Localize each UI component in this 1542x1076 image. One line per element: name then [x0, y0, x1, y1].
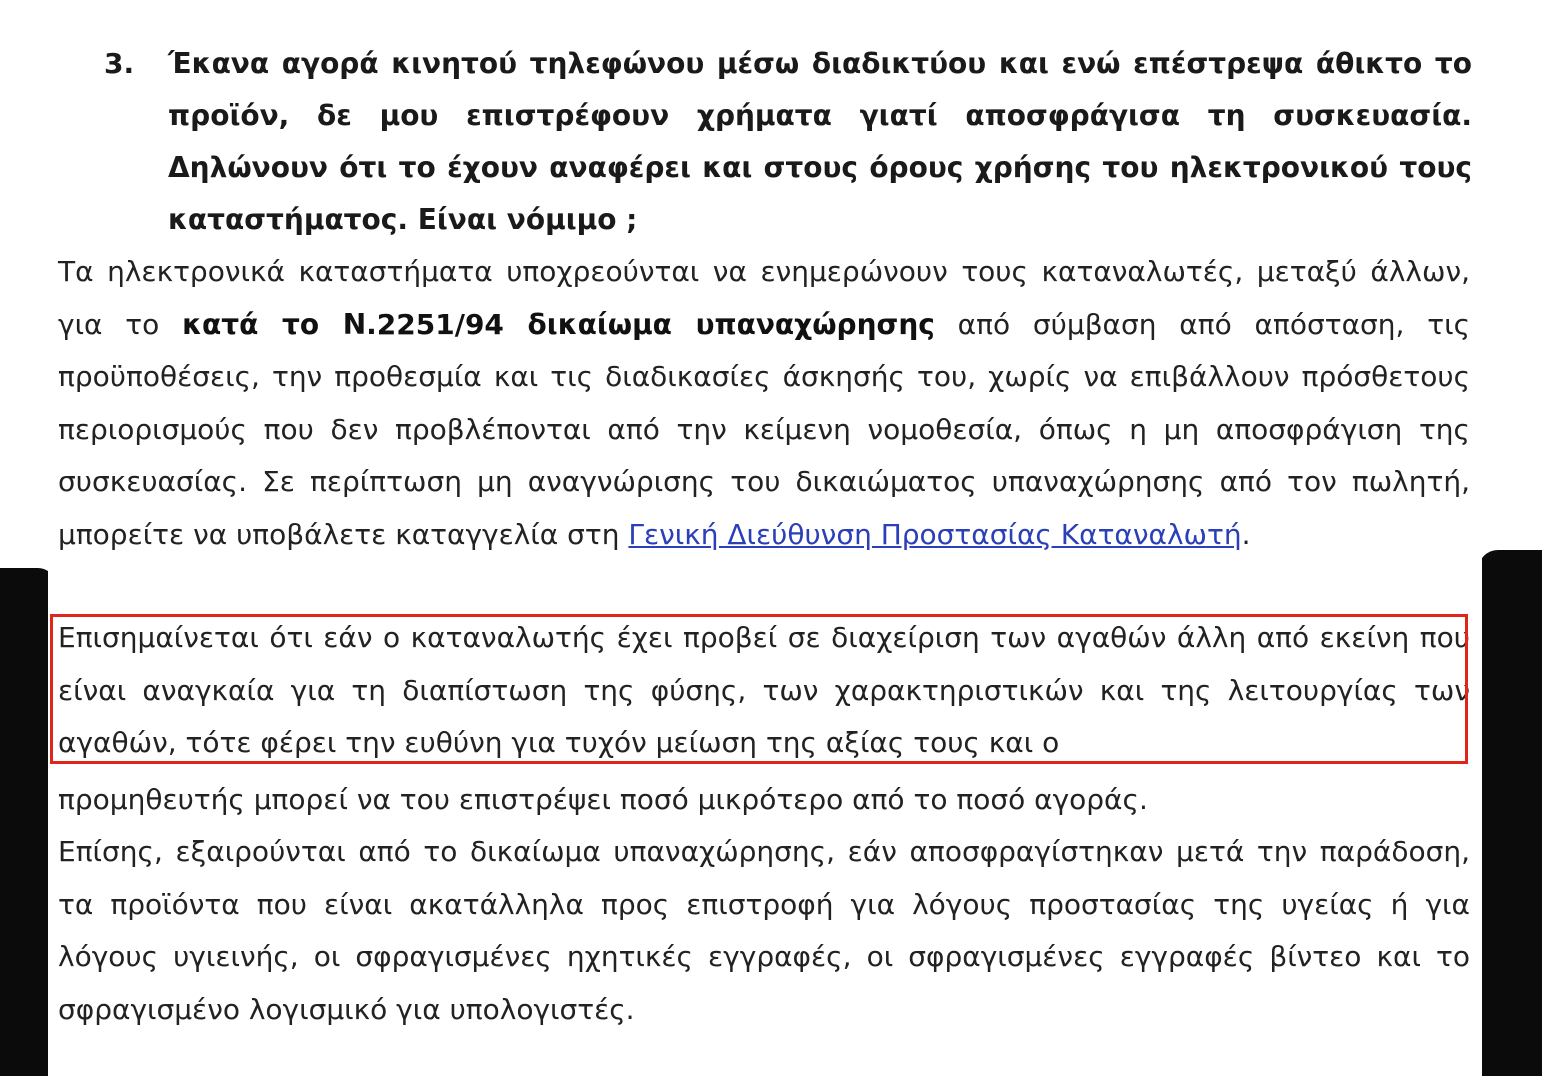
dark-edge-right [1478, 550, 1542, 1076]
answer-paragraph-exceptions: Επίσης, εξαιρούνται από το δικαίωμα υπαναχώρησης, εάν αποσφραγίστηκαν μετά την παράδοση, τα προϊόντα που είναι ακατάλληλα προς επιστροφή για λόγους προστασίας της υγείας ή για λόγους υγιεινής, οι σφραγισμένες ηχητικές εγγραφές, οι σφραγισμένες εγγραφές βίντεο και το σφραγισμένο λογισμικό για υπολογιστές. [58, 835, 1470, 1026]
answer-text-start: Τα ηλεκτρονικά καταστήματα υποχρεούνται να ενημερώνουν τους καταναλωτές, μεταξύ άλλων, για το [58, 255, 1470, 341]
answer-paragraph-1 [58, 246, 1470, 561]
answer-text-middle: από σύμβαση από απόσταση, τις προϋποθέσεις, την προθεσμία και τις διαδικασίες άσκησής του, χωρίς να επιβάλλουν πρόσθετους περιορισμούς που δεν προβλέπονται από την κείμενη νομοθεσία, όπως η μη αποσφράγιση της συσκευασίας. Σε περίπτωση μη αναγνώρισης του δικαιώματος υπαναχώρησης από τον πωλητή, μπορείτε να υποβάλετε καταγγελία στη [58, 307, 1471, 551]
question-text: Έκανα αγορά κινητού τηλεφώνου μέσω διαδικτύου και ενώ επέστρεψα άθικτο το προϊόν, δε μου επιστρέφουν χρήματα γιατί αποσφράγισα τη συσκευασία. Δηλώνουν ότι το έχουν αναφέρει και στους όρους χρήσης του ηλεκτρονικού τους καταστήματος. Είναι νόμιμο ; [168, 47, 1472, 236]
highlight-box [50, 614, 1468, 764]
answer-bold-right: κατά το Ν.2251/94 δικαίωμα υπαναχώρησης [182, 307, 935, 341]
question-item [104, 38, 1472, 246]
answer-text-end: . [1241, 517, 1251, 551]
question-number: 3. [104, 47, 135, 80]
consumer-protection-link[interactable]: Γενική Διεύθυνση Προστασίας Καταναλωτή [628, 517, 1242, 551]
answer-paragraph-continuation: προμηθευτής μπορεί να του επιστρέψει ποσό μικρότερο από το ποσό αγοράς. [58, 783, 1148, 816]
highlighted-paragraph: Επισημαίνεται ότι εάν ο καταναλωτής έχει προβεί σε διαχείριση των αγαθών άλλη από εκείνη που είναι αναγκαία για τη διαπίστωση της φύσης, των χαρακτηριστικών και της λειτουργίας των αγαθών, τότε φέρει την ευθύνη για τυχόν μείωση της αξίας τους και ο [58, 621, 1470, 759]
